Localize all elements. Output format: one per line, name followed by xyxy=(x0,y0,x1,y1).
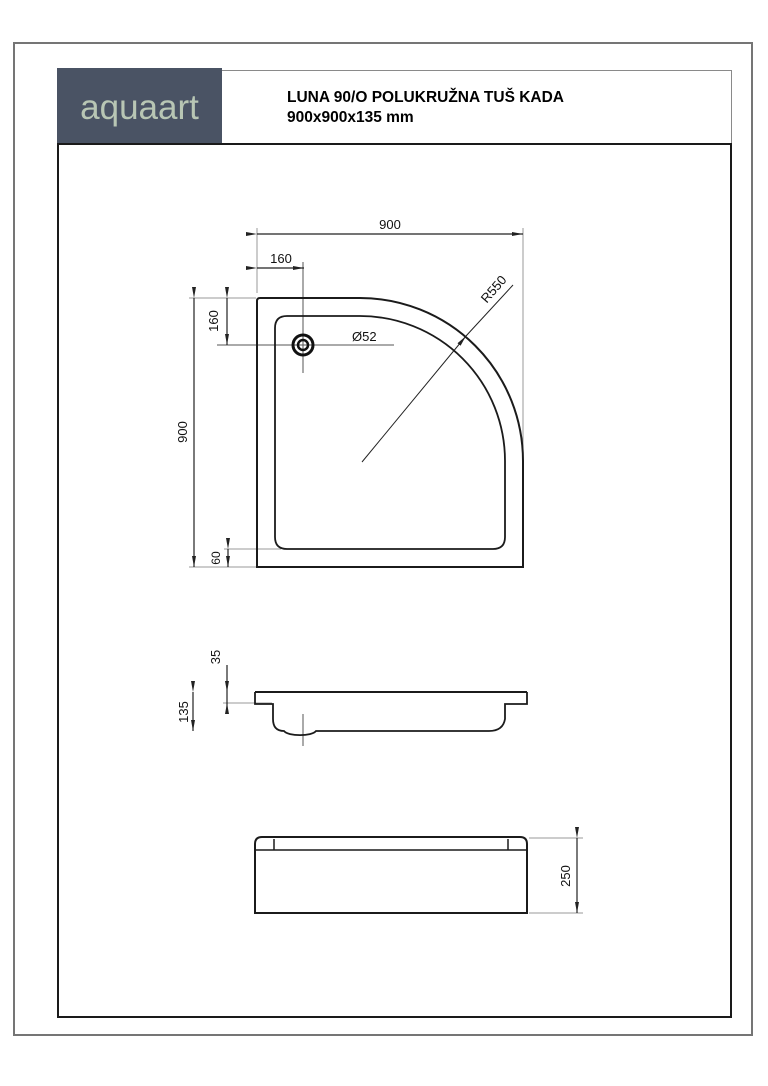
product-title-line2: 900x900x135 mm xyxy=(287,108,414,126)
dim-drain-diameter: Ø52 xyxy=(352,329,377,344)
dim-left-height: 900 xyxy=(175,421,190,443)
dim-panel-height: 250 xyxy=(558,865,573,887)
dim-rim-depth: 35 xyxy=(208,649,223,665)
product-title-line1: LUNA 90/O POLUKRUŽNA TUŠ KADA xyxy=(287,89,564,106)
front-view-outline xyxy=(255,837,527,913)
brand-logo xyxy=(57,68,222,145)
dim-corner-radius: R550 xyxy=(477,272,510,306)
technical-drawing xyxy=(57,143,732,1018)
dim-top-width: 900 xyxy=(379,217,401,232)
product-title xyxy=(287,88,727,127)
side-view-outline xyxy=(255,692,527,735)
dim-rim-width: 60 xyxy=(209,551,223,565)
brand-logo-text: aquaart xyxy=(80,87,199,127)
extension-lines xyxy=(189,228,583,913)
dimension-lines xyxy=(193,234,577,913)
dim-drain-offset-y: 160 xyxy=(206,310,221,332)
dim-drain-offset-x: 160 xyxy=(270,251,292,266)
dim-total-height: 135 xyxy=(176,701,191,723)
